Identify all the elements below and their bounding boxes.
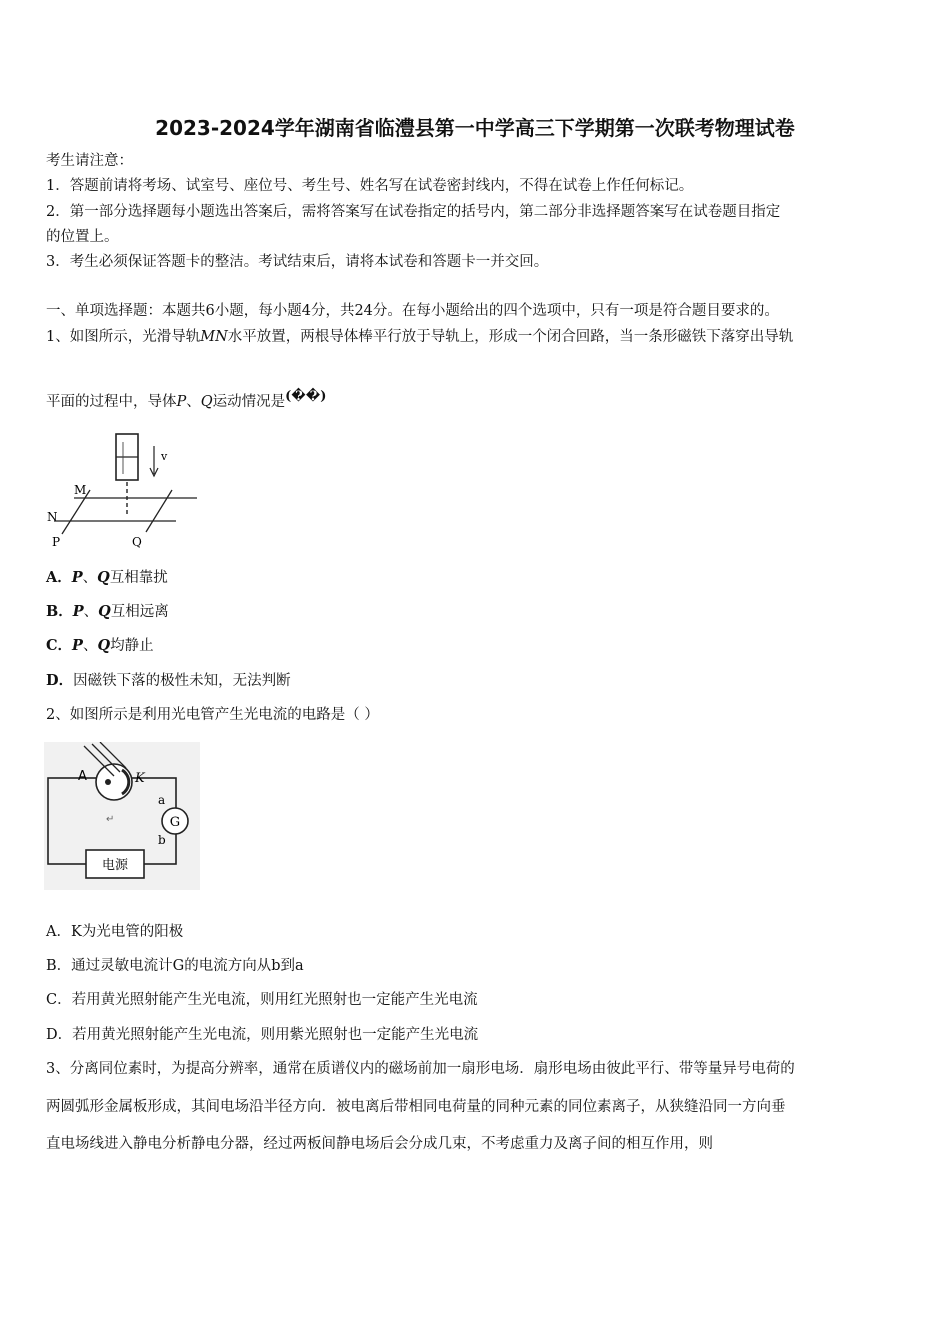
separator: 、 (83, 604, 99, 620)
label-q: Q (132, 535, 142, 549)
label-b-point: b (158, 833, 166, 847)
stem-text: 1、如图所示，光滑导轨 (46, 329, 201, 345)
stem-text: 运动情况是 (212, 394, 286, 410)
label-a: A (78, 769, 87, 784)
notice-item: 的位置上。 (46, 229, 119, 245)
figure-phototube-circuit (44, 742, 200, 890)
option-letter: C． (46, 637, 73, 654)
rod-q-label: Q (200, 394, 213, 410)
q2-option-b: B．通过灵敏电流计G的电流方向从b到a (46, 958, 304, 974)
notice-item: 1．答题前请将考场、试室号、座位号、考生号、姓名写在试卷密封线内，不得在试卷上作任何标记。 (46, 178, 694, 194)
q1-option-b (46, 603, 169, 621)
question-3-stem: 直电场线进入静电分析静电分器，经过两板间静电场后会分成几束，不考虑重力及离子间的相互作用，则 (46, 1136, 713, 1152)
separator: 、 (186, 394, 201, 410)
option-text: 因磁铁下落的极性未知，无法判断 (73, 673, 291, 689)
section-heading: 一、单项选择题：本题共6小题，每小题4分，共24分。在每小题给出的四个选项中，只有一项是符合题目要求的。 (46, 303, 779, 319)
answer-bracket: (��) (285, 389, 327, 404)
q1-option-a (46, 569, 168, 587)
question-2-stem: 2、如图所示是利用光电管产生光电流的电路是（ ） (46, 707, 379, 723)
page-title: 2023-2024学年湖南省临澧县第一中学高三下学期第一次联考物理试卷 (155, 116, 795, 140)
separator: 、 (82, 570, 98, 586)
q1-option-d (46, 672, 291, 690)
notice-item: 3．考生必须保证答题卡的整洁。考试结束后，请将本试卷和答题卡一并交回。 (46, 254, 549, 270)
q2-option-d: D．若用黄光照射能产生光电流，则用紫光照射也一定能产生光电流 (46, 1027, 479, 1043)
q1-option-c (46, 637, 154, 655)
notice-item: 2．第一部分选择题每小题选出答案后，需将答案写在试卷指定的括号内，第二部分非选择题答案写在试卷题目指定 (46, 204, 781, 220)
label-k: K (135, 771, 145, 786)
figure-magnet-rails (44, 430, 204, 552)
option-text: 互相远离 (110, 604, 169, 620)
label-m: M (74, 483, 87, 497)
question-1-stem (46, 328, 793, 346)
separator: 、 (82, 638, 98, 654)
label-g: G (169, 815, 181, 830)
notice-heading: 考生请注意： (46, 153, 133, 169)
label-n: N (47, 510, 58, 524)
rail-label: MN (200, 329, 228, 345)
label-p: P (52, 535, 61, 549)
option-letter: B． (46, 603, 73, 620)
question-3-stem: 3、分离同位素时，为提高分辨率，通常在质谱仪内的磁场前加一扇形电场．扇形电场由彼此平行、带等量异号电荷的 (46, 1061, 795, 1077)
return-mark: ↵ (106, 814, 115, 825)
option-letter: A． (46, 569, 72, 586)
anode (105, 779, 111, 785)
phototube (96, 764, 132, 800)
question-3-stem: 两圆弧形金属板形成，其间电场沿半径方向．被电离后带相同电荷量的同种元素的同位素离子，从狭缝沿同一方向垂 (46, 1099, 786, 1115)
option-letter: D． (46, 672, 74, 689)
q2-option-a: A．K为光电管的阳极 (46, 924, 184, 940)
option-p: P (72, 637, 83, 654)
option-q: Q (97, 637, 111, 654)
label-a-point: a (158, 793, 166, 807)
option-text: 均静止 (110, 638, 154, 654)
q2-option-c: C．若用黄光照射能产生光电流，则用红光照射也一定能产生光电流 (46, 992, 478, 1008)
rod-q (146, 490, 172, 532)
option-q: Q (98, 603, 111, 620)
stem-text: 平面的过程中，导体 (46, 394, 177, 410)
option-text: 互相靠扰 (109, 570, 168, 586)
question-1-stem-cont (46, 388, 326, 411)
stem-text: 水平放置，两根导体棒平行放于导轨上，形成一个闭合回路，当一条形磁铁下落穿出导轨 (227, 329, 794, 345)
velocity-label: v (161, 450, 168, 463)
option-p: P (72, 603, 84, 620)
option-q: Q (97, 569, 110, 586)
option-p: P (71, 569, 83, 586)
rod-p-label: P (176, 394, 187, 410)
power-label: 电源 (101, 858, 129, 873)
